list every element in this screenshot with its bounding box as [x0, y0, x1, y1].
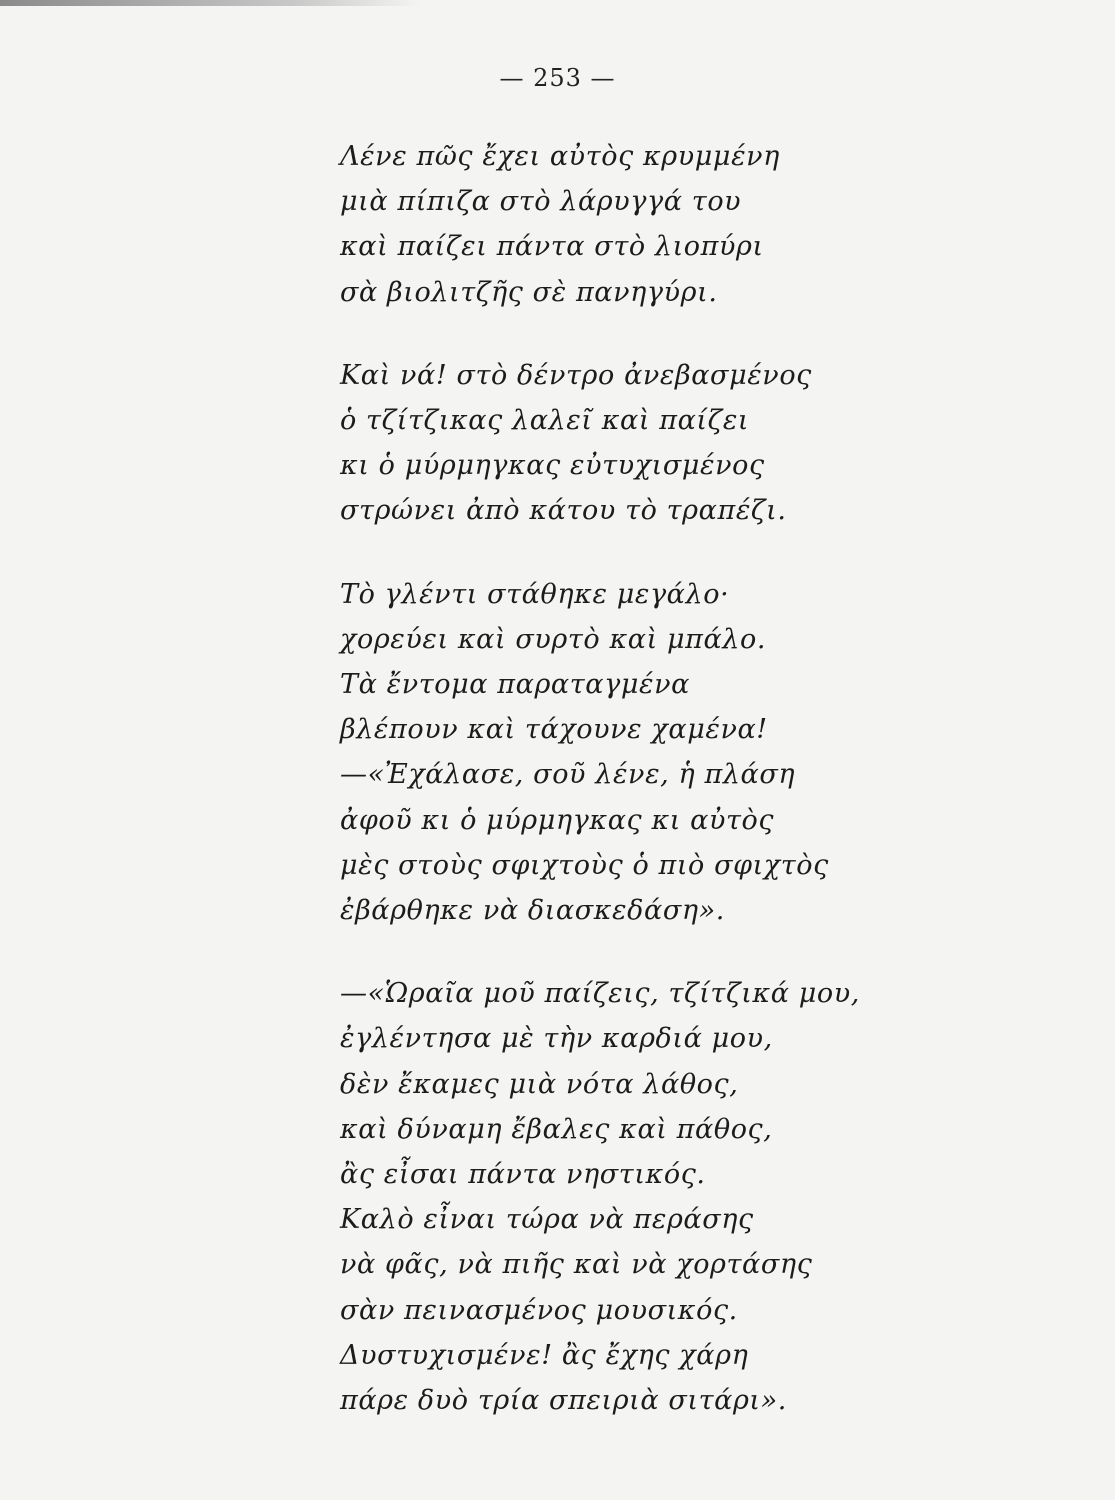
poem-line: δὲν ἔκαμες μιὰ νότα λάθος, [340, 1068, 739, 1100]
poem-line: μιὰ πίπιζα στὸ λάρυγγά του [340, 186, 742, 218]
stanza-2 [340, 353, 900, 534]
poem-line: ἀφοῦ κι ὁ μύρμηγκας κι αὐτὸς [340, 804, 775, 836]
poem-line: Καὶ νά! στὸ δέντρο ἀνεβασμένος [340, 359, 812, 391]
poem-line: χορεύει καὶ συρτὸ καὶ μπάλο. [340, 623, 767, 655]
poem-line: ὁ τζίτζικας λαλεῖ καὶ παίζει [340, 405, 750, 437]
poem-line: Τὰ ἔντομα παραταγμένα [340, 669, 690, 701]
page-edge-shadow [0, 0, 420, 6]
poem-line: μὲς στοὺς σφιχτοὺς ὁ πιὸ σφιχτὸς [340, 849, 829, 881]
poem-line: σὰν πεινασμένος μουσικός. [340, 1294, 738, 1326]
poem-line: νὰ φᾶς, νὰ πιῆς καὶ νὰ χορτάσης [340, 1249, 813, 1281]
poem-line: Δυστυχισμένε! ἂς ἔχης χάρη [340, 1339, 749, 1371]
poem-line: καὶ παίζει πάντα στὸ λιοπύρι [340, 231, 764, 263]
poem-line: σὰ βιολιτζῆς σὲ πανηγύρι. [340, 276, 718, 308]
poem-line: —«Ἐχάλασε, σοῦ λένε, ἡ πλάση [340, 759, 796, 791]
poem-line: βλέπουν καὶ τάχουνε χαμένα! [340, 714, 768, 746]
stanza-4 [340, 971, 900, 1423]
poem-line: ἐβάρθηκε νὰ διασκεδάση». [340, 895, 725, 927]
poem-line: Καλὸ εἶναι τώρα νὰ περάσης [340, 1204, 754, 1236]
poem-line: καὶ δύναμη ἔβαλες καὶ πάθος, [340, 1113, 773, 1145]
stanza-1 [340, 134, 900, 315]
poem-line: —«Ὡραῖα μοῦ παίζεις, τζίτζικά μου, [340, 978, 860, 1010]
poem-line: ἐγλέντησα μὲ τὴν καρδιά μου, [340, 1023, 773, 1055]
poem-line: Τὸ γλέντι στάθηκε μεγάλο· [340, 578, 730, 610]
stanza-3 [340, 572, 900, 934]
poem-line: στρώνει ἀπὸ κάτου τὸ τραπέζι. [340, 495, 787, 527]
poem-line: κι ὁ μύρμηγκας εὐτυχισμένος [340, 450, 765, 482]
poem-line: ἂς εἶσαι πάντα νηστικός. [340, 1159, 706, 1191]
poem-line: Λένε πῶς ἔχει αὐτὸς κρυμμένη [340, 141, 780, 172]
page-number: — 253 — [499, 64, 616, 92]
poem [340, 134, 900, 1461]
poem-line: πάρε δυὸ τρία σπειριὰ σιτάρι». [340, 1385, 787, 1417]
